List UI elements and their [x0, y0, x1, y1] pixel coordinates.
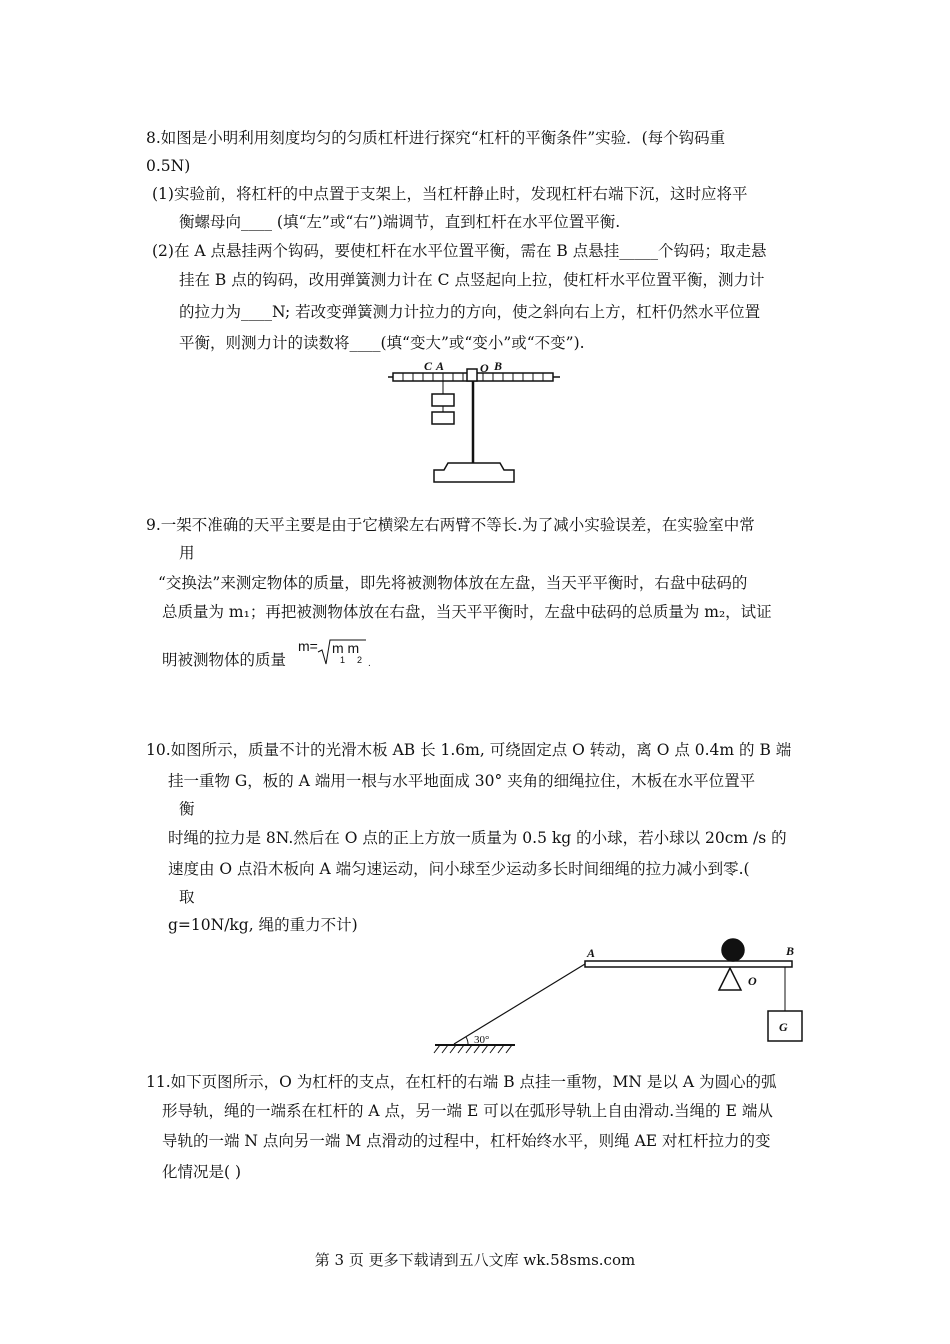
ground-hatch	[434, 1045, 512, 1053]
q8-line-8: 平衡，则测力计的读数将____(填“变大”或“变小”或“不变”).	[179, 334, 585, 352]
svg-text:m=: m=	[298, 638, 318, 654]
svg-text:2: 2	[357, 655, 363, 665]
q10-line-5: 速度由 O 点沿木板向 A 端匀速运动，问小球至少运动多长时间细绳的拉力减小到零.(	[168, 860, 750, 878]
q10-line-6: 取	[179, 888, 195, 906]
q8-line-1: 8.如图是小明利用刻度均匀的匀质杠杆进行探究“杠杆的平衡条件”实验．(每个钩码重	[146, 129, 726, 147]
hook-weight-2	[432, 412, 454, 424]
q8-line-2: 0.5N)	[146, 157, 191, 175]
balance-nut	[467, 369, 477, 381]
q10-line-2: 挂一重物 G，板的 A 端用一根与水平地面成 30° 夹角的细绳拉住，木板在水平位置平	[168, 772, 756, 790]
angle-label: 30°	[474, 1034, 490, 1046]
q9-line-3: “交换法”来测定物体的质量，即先将被测物体放在左盘，当天平平衡时，右盘中砝码的	[158, 574, 748, 592]
board-figure	[430, 935, 820, 1057]
label-a: A	[436, 359, 445, 373]
q11-line-3: 导轨的一端 N 点向另一端 M 点滑动的过程中，杠杆始终水平，则绳 AE 对杠杆拉力的变	[162, 1132, 771, 1150]
svg-text:.: .	[368, 658, 371, 669]
q10-line-4: 时绳的拉力是 8N.然后在 O 点的正上方放一质量为 0.5 kg 的小球，若小球以 20cm /s 的	[168, 829, 787, 847]
q8-line-5: (2)在 A 点悬挂两个钩码，要使杠杆在水平位置平衡，需在 B 点悬挂_____个钩码；取走悬	[152, 242, 767, 260]
q11-line-2: 形导轨，绳的一端系在杠杆的 A 点，另一端 E 可以在弧形导轨上自由滑动.当绳的 E 端从	[162, 1102, 773, 1120]
rope	[454, 964, 585, 1044]
label-b: B	[786, 944, 795, 958]
stand-base	[434, 463, 514, 482]
page-footer: 第 3 页 更多下载请到五八文库 wk.58sms.com	[314, 1251, 636, 1269]
sqrt-formula	[298, 636, 378, 670]
q11-line-4: 化情况是( )	[162, 1163, 242, 1181]
label-b: B	[494, 359, 503, 373]
label-c: C	[424, 359, 433, 373]
q10-line-1: 10.如图所示，质量不计的光滑木板 AB 长 1.6m, 可绕固定点 O 转动，离 O 点 0.4m 的 B 端	[146, 741, 792, 759]
q9-line-5: 明被测物体的质量	[162, 651, 287, 669]
q8-line-4: 衡螺母向____ (填“左”或“右”)端调节，直到杠杆在水平位置平衡.	[179, 213, 621, 231]
ball	[722, 939, 744, 961]
hook-weight-1	[432, 394, 454, 406]
label-o: O	[748, 974, 757, 988]
svg-text:1: 1	[340, 655, 346, 665]
q9-line-4: 总质量为 m₁；再把被测物体放在右盘，当天平平衡时，左盘中砝码的总质量为 m₂，试证	[162, 603, 772, 621]
svg-text:m m: m m	[332, 640, 360, 656]
pivot-triangle	[719, 968, 741, 990]
q10-line-7: g=10N/kg, 绳的重力不计)	[168, 916, 358, 934]
label-g: G	[779, 1020, 788, 1034]
q8-line-7: 的拉力为____N; 若改变弹簧测力计拉力的方向，使之斜向右上方，杠杆仍然水平位置	[179, 303, 761, 321]
q8-line-3: (1)实验前，将杠杆的中点置于支架上，当杠杆静止时，发现杠杆右端下沉，这时应将平	[152, 185, 748, 203]
q9-line-2: 用	[179, 544, 195, 562]
wooden-board	[585, 961, 792, 967]
label-o: O	[480, 361, 489, 375]
label-a: A	[587, 946, 596, 960]
q11-line-1: 11.如下页图所示，O 为杠杆的支点，在杠杆的右端 B 点挂一重物，MN 是以 A 为圆心的弧	[146, 1073, 777, 1091]
q8-line-6: 挂在 B 点的钩码，改用弹簧测力计在 C 点竖起向上拉，使杠杆水平位置平衡，测力计	[179, 271, 765, 289]
q10-line-3: 衡	[179, 800, 195, 818]
lever-figure	[388, 358, 563, 488]
q9-line-1: 9.一架不准确的天平主要是由于它横梁左右两臂不等长.为了减小实验误差，在实验室中常	[146, 516, 755, 534]
